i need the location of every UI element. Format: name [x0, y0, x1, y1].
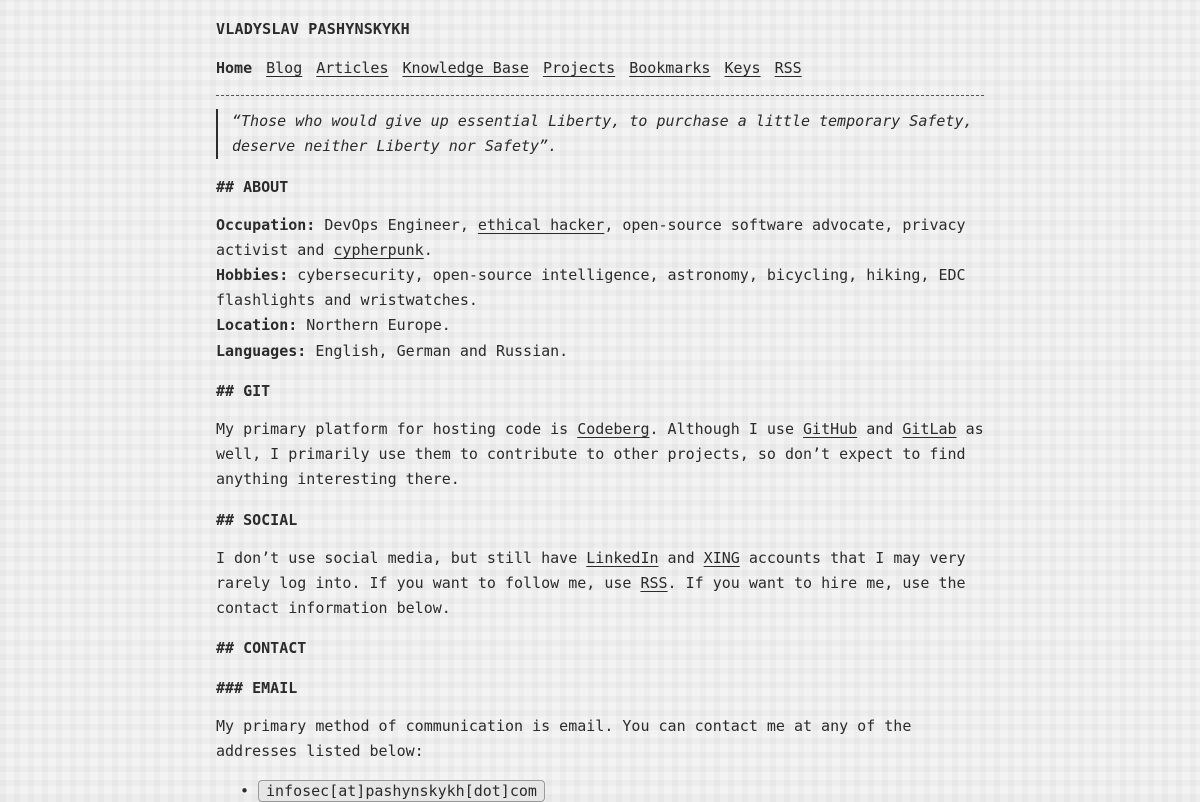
about-heading: ## ABOUT: [216, 178, 289, 196]
rss-link[interactable]: RSS: [640, 574, 668, 592]
nav-item-home[interactable]: Home: [216, 59, 253, 77]
languages-label: Languages:: [216, 342, 307, 360]
email-address[interactable]: infosec[at]pashynskykh[dot]com: [258, 780, 545, 802]
hobbies-label: Hobbies:: [216, 266, 289, 284]
email-heading: ### EMAIL: [216, 679, 298, 697]
email-list: [240, 780, 545, 802]
occupation-text-3: .: [423, 241, 433, 259]
liberty-quote: “Those who would give up essential Liberty, to purchase a little temporary Safety, deserve neither Liberty nor Safety”.: [216, 109, 984, 159]
ethical-hacker-link[interactable]: ethical hacker: [477, 216, 605, 234]
hobbies-line: [216, 263, 984, 313]
git-heading: ## GIT: [216, 382, 271, 400]
occupation-line: [216, 213, 984, 263]
list-item: [240, 780, 545, 802]
site-title[interactable]: VLADYSLAV PASHYNSKYKH: [216, 20, 410, 38]
social-text-3: accounts that I may very rarely log into. If you want to follow me, use: [216, 549, 966, 592]
languages-line: [216, 339, 984, 364]
page-content: [216, 0, 984, 800]
gitlab-link[interactable]: GitLab: [902, 420, 957, 438]
nav-item-bookmarks[interactable]: Bookmarks: [629, 59, 711, 77]
social-text-1: I don’t use social media, but still have: [216, 549, 587, 567]
xing-link[interactable]: XING: [703, 549, 740, 567]
location-text: Northern Europe.: [297, 316, 451, 334]
nav-item-rss[interactable]: RSS: [774, 59, 802, 77]
nav-item-projects[interactable]: Projects: [542, 59, 616, 77]
git-text-2: . Although I use: [649, 420, 804, 438]
cypherpunk-link[interactable]: cypherpunk: [333, 241, 424, 259]
occupation-text-2: , open-source software advocate, privacy activist and: [216, 216, 966, 259]
hobbies-text: cybersecurity, open-source intelligence, astronomy, bicycling, hiking, EDC flashlights and wristwatches.: [216, 266, 966, 309]
nav-item-keys[interactable]: Keys: [724, 59, 761, 77]
nav-item-blog[interactable]: Blog: [266, 59, 303, 77]
location-label: Location:: [216, 316, 298, 334]
git-text-3: and: [857, 420, 903, 438]
occupation-label: Occupation:: [216, 216, 316, 234]
languages-text: English, German and Russian.: [306, 342, 569, 360]
social-text-2: and: [658, 549, 704, 567]
email-intro: My primary method of communication is email. You can contact me at any of the addresses listed below:: [216, 717, 912, 760]
header-divider: [216, 95, 984, 96]
nav-item-knowledge-base[interactable]: Knowledge Base: [402, 59, 529, 77]
location-line: [216, 313, 984, 338]
nav-item-articles[interactable]: Articles: [316, 59, 389, 77]
git-text-1: My primary platform for hosting code is: [216, 420, 578, 438]
social-heading: ## SOCIAL: [216, 511, 298, 529]
main-nav: [216, 59, 802, 77]
linkedin-link[interactable]: LinkedIn: [586, 549, 659, 567]
github-link[interactable]: GitHub: [803, 420, 858, 438]
contact-heading: ## CONTACT: [216, 639, 307, 657]
social-text-4: . If you want to hire me, use the contact information below.: [216, 574, 966, 617]
git-paragraph: [216, 417, 984, 492]
git-text-4: as well, I primarily use them to contribute to other projects, so don’t expect to find anything interesting there.: [216, 420, 984, 488]
codeberg-link[interactable]: Codeberg: [577, 420, 650, 438]
occupation-text-1: DevOps Engineer,: [315, 216, 478, 234]
social-paragraph: [216, 546, 984, 621]
